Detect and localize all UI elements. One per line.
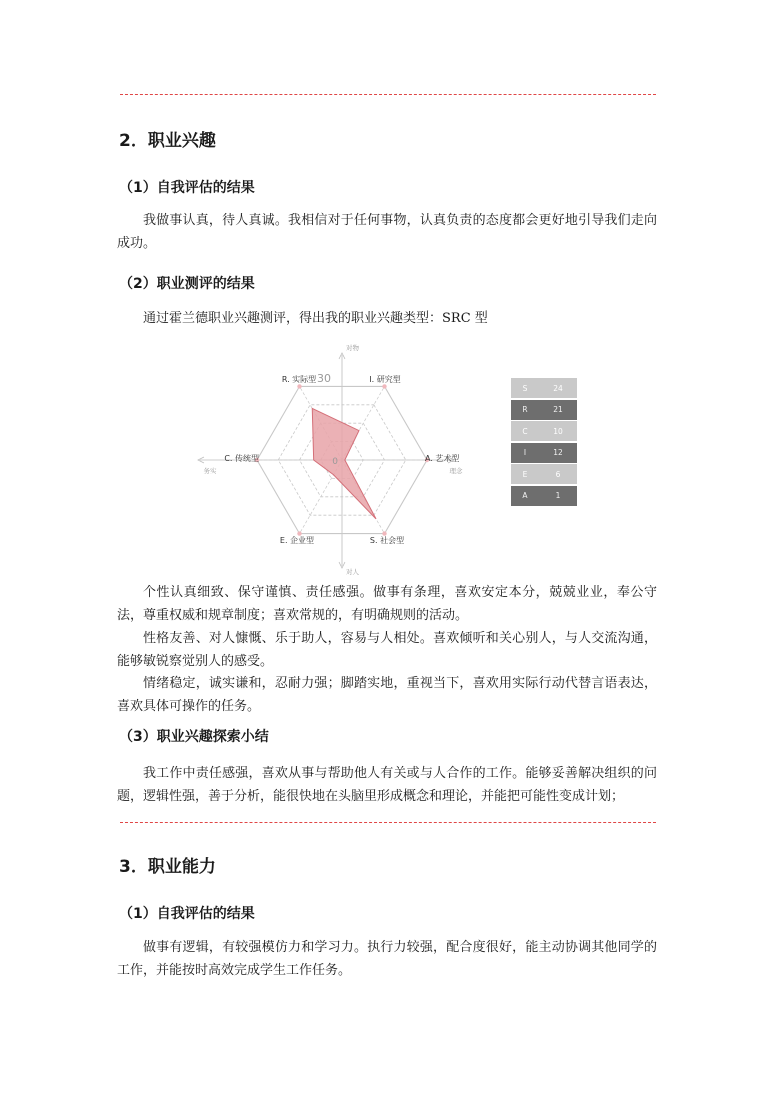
ability-self-assessment-text: 做事有逻辑，有较强模仿力和学习力。执行力较强，配合度很好，能主动协调其他同学的工作，并能按时高效完成学生工作任务。 [117, 940, 657, 978]
radar-data-polygon [312, 408, 376, 518]
radar-category-label: A. 艺术型 [425, 454, 460, 463]
scale-min-label: 0 [332, 457, 338, 467]
section-title-career-interest: 2．职业兴趣 [119, 131, 216, 151]
score-value: 1 [555, 491, 561, 500]
score-code: I [523, 448, 527, 457]
score-table [511, 378, 577, 507]
score-value: 6 [555, 469, 561, 479]
holland-radar-chart [190, 338, 490, 578]
score-code: R [522, 405, 528, 414]
test-result-para-3: 情绪稳定，诚实谦和，忍耐力强；脚踏实地，重视当下，喜欢用实际行动代替言语表达，喜欢具体可操作的任务。 [117, 676, 657, 714]
score-code: E [522, 469, 528, 479]
score-value: 12 [553, 448, 563, 457]
radar-category-label: R. 实际型 [281, 375, 317, 384]
score-value: 21 [553, 405, 563, 414]
subsection-title-self-assessment: （1）自我评估的结果 [119, 180, 255, 196]
radar-category-label: E. 企业型 [279, 536, 315, 545]
score-code: A [522, 491, 528, 500]
test-intro-text: 通过霍兰德职业兴趣测评，得出我的职业兴趣类型：SRC 型 [143, 311, 488, 326]
score-row [511, 400, 577, 420]
score-code: C [522, 426, 528, 436]
axis-direction-label-top: 对物 [346, 344, 359, 352]
test-result-para-1: 个性认真细致、保守谨慎、责任感强。做事有条理，喜欢安定本分，兢兢业业，奉公守法，尊重权威和规章制度；喜欢常规的，有明确规则的活动。 [117, 585, 657, 623]
score-row [511, 443, 577, 463]
subsection-title-summary: （3）职业兴趣探索小结 [119, 729, 269, 745]
scale-max-label: 30 [317, 372, 331, 385]
summary-text: 我工作中责任感强，喜欢从事与帮助他人有关或与人合作的工作。能够妥善解决组织的问题，逻辑性强，善于分析，能很快地在头脑里形成概念和理论，并能把可能性变成计划； [117, 766, 657, 804]
score-row [511, 421, 577, 441]
axis-direction-label-right: 理念 [449, 467, 463, 475]
section-title-career-ability: 3．职业能力 [119, 857, 216, 877]
self-assessment-text: 我做事认真，待人真诚。我相信对于任何事物，认真负责的态度都会更好地引导我们走向成功。 [117, 213, 657, 251]
score-code: S [522, 383, 528, 393]
radar-category-label: S. 社会型 [369, 536, 405, 545]
score-value: 24 [553, 383, 563, 393]
axis-direction-label-bottom: 对人 [346, 568, 359, 576]
score-row [511, 464, 577, 484]
score-value: 10 [553, 426, 563, 436]
radar-vertex-node [297, 384, 301, 388]
subsection-title-test-result: （2）职业测评的结果 [119, 276, 255, 292]
top-divider [120, 94, 656, 95]
radar-vertex-node [382, 384, 386, 388]
test-result-para-2: 性格友善、对人慷慨、乐于助人，容易与人相处。喜欢倾听和关心别人，与人交流沟通，能够敏锐察觉别人的感受。 [117, 631, 657, 669]
middle-divider [120, 822, 656, 823]
axis-direction-label-left: 务实 [203, 467, 217, 475]
score-row [511, 378, 577, 398]
radar-category-label: C. 传统型 [224, 454, 259, 463]
radar-category-label: I. 研究型 [369, 375, 401, 384]
score-row [511, 486, 577, 506]
subsection-title-ability-self-assessment: （1）自我评估的结果 [119, 906, 255, 922]
